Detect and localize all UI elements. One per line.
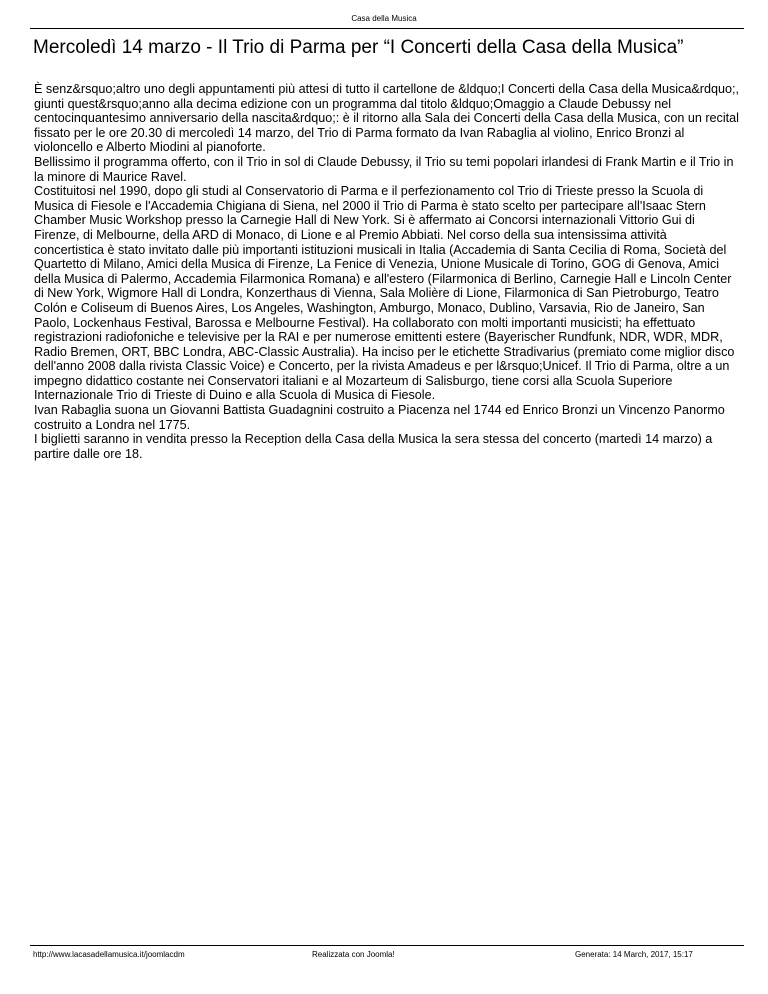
footer-generated-date: Generata: 14 March, 2017, 15:17: [575, 950, 693, 959]
header-divider: [30, 28, 744, 29]
article-paragraph: È senz&rsquo;altro uno degli appuntamenti più attesi di tutto il cartellone de &ldquo;I Concerti della Casa della Musica&rdquo;, giunti quest&rsquo;anno alla decima edizione con un programma dal titolo &ldquo;Omaggio a Claude Debussy nel centocinquantesimo anniversario della nascita&rdquo;: è il ritorno alla Sala dei Concerti della Casa della Musica, con un recital fissato per le ore 20.30 di mercoledì 14 marzo, del Trio di Parma formato da Ivan Rabaglia al violino, Enrico Bronzi al violoncello e Alberto Miodini al pianoforte.: [34, 82, 739, 155]
article-paragraph: Ivan Rabaglia suona un Giovanni Battista Guadagnini costruito a Piacenza nel 1744 ed Enrico Bronzi un Vincenzo Panormo costruito a Londra nel 1775.: [34, 403, 725, 432]
article-paragraph: Costituitosi nel 1990, dopo gli studi al Conservatorio di Parma e il perfezionamento col Trio di Trieste presso la Scuola di Musica di Fiesole e l'Accademia Chigiana di Siena, nel 2000 il Trio di Parma è stato scelto per partecipare all'Isaac Stern Chamber Music Workshop presso la Carnegie Hall di New York. Si è affermato ai Concorsi internazionali Vittorio Gui di Firenze, di Melbourne, della ARD di Monaco, di Lione e al Premio Abbiati. Nel corso della sua intensissima attività concertistica è stato invitato dalle più importanti istituzioni musicali in Italia (Accademia di Santa Cecilia di Roma, Società del Quartetto di Milano, Amici della Musica di Firenze, La Fenice di Venezia, Unione Musicale di Torino, GOG di Genova, Amici della Musica di Palermo, Accademia Filarmonica Romana) e all'estero (Filarmonica di Berlino, Carnegie Hall e Lincoln Center di New York, Wigmore Hall di Londra, Konzerthaus di Vienna, Sala Molière di Lione, Filarmonica di San Pietroburgo, Teatro Colón e Coliseum di Buenos Aires, Los Angeles, Washington, Amburgo, Monaco, Dublino, Varsavia, Rio de Janeiro, San Paolo, Lockenhaus Festival, Barossa e Melbourne Festival). Ha collaborato con molti importanti musicisti; ha effettuato registrazioni radiofoniche e televisive per la RAI e per numerose emittenti estere (Bayerischer Rundfunk, NDR, WDR, MDR, Radio Bremen, ORT, BBC Londra, ABC-Classic Australia). Ha inciso per le etichette Stradivarius (premiato come miglior disco dell'anno 2008 dalla rivista Classic Voice) e Concerto, per la rivista Amadeus e per l&rsquo;Unicef. Il Trio di Parma, oltre a un impegno didattico costante nei Conservatori italiani e al Mozarteum di Salisburgo, tiene corsi alla Scuola Superiore Internazionale Trio di Trieste di Duino e alla Scuola di Musica di Fiesole.: [34, 184, 735, 403]
article-paragraph: Bellissimo il programma offerto, con il Trio in sol di Claude Debussy, il Trio su temi popolari irlandesi di Frank Martin e il Trio in la minore di Maurice Ravel.: [34, 154, 734, 184]
article-paragraph: I biglietti saranno in vendita presso la Reception della Casa della Musica la sera stessa del concerto (martedì 14 marzo) a partire dalle ore 18.: [34, 432, 713, 461]
footer-credit: Realizzata con Joomla!: [312, 950, 395, 959]
article-body: [34, 82, 740, 461]
article-title: Mercoledì 14 marzo - Il Trio di Parma per “I Concerti della Casa della Musica”: [33, 37, 684, 58]
footer-url: http://www.lacasadellamusica.it/joomlacdm: [33, 950, 185, 959]
page-header: Casa della Musica: [351, 14, 417, 23]
footer-divider: [30, 945, 744, 946]
